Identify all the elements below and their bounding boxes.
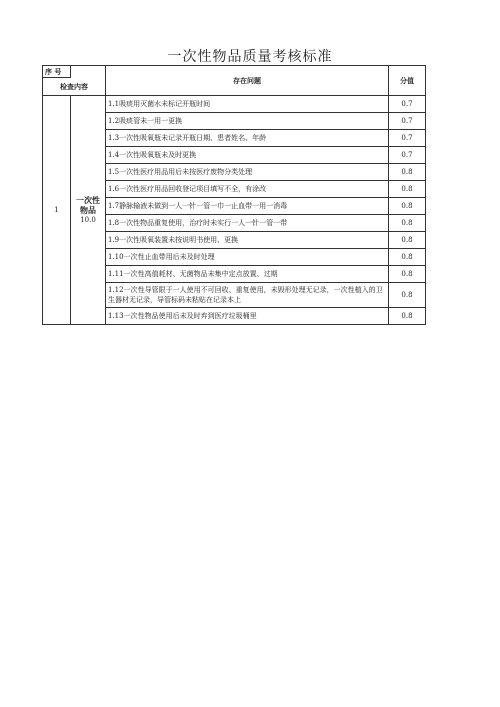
issue-text: 1.5一次性医疗用品用后未按医疗废物分类处理	[106, 164, 389, 181]
header-corner-label: 序 号	[45, 67, 62, 76]
issue-text: 1.4一次性吸氧瓶未及时更换	[106, 147, 389, 164]
header-problem	[106, 66, 389, 96]
issue-score: 0.8	[389, 181, 426, 198]
issue-score: 0.7	[389, 130, 426, 147]
issue-text: 1.2吸痰管未一用一更换	[106, 113, 389, 130]
category-index: 1	[43, 96, 71, 325]
issue-text: 1.1吸痰用灭菌水未标记开瓶时间	[106, 96, 389, 113]
issue-score: 0.7	[389, 147, 426, 164]
issue-text: 1.3一次性吸氧瓶未记录开瓶日期、患者姓名、年龄	[106, 130, 389, 147]
issue-text: 1.6一次性医疗用品回收登记项目填写不全，有涂改	[106, 181, 389, 198]
header-score-label: 分值	[400, 76, 414, 85]
issue-score: 0.8	[389, 249, 426, 266]
header-problem-label: 存在问题	[233, 76, 261, 85]
header-score	[389, 66, 426, 96]
header-corner	[43, 66, 71, 78]
issue-score: 0.8	[389, 215, 426, 232]
table-body	[43, 96, 426, 325]
header-content	[43, 78, 106, 96]
issue-score: 0.7	[389, 96, 426, 113]
issue-text: 1.8一次性物品重复使用，治疗时未实行一人一针一管一带	[106, 215, 389, 232]
issue-text: 1.12一次性导管限于一人使用不可回收、重复使用，未毁形处理无记录，一次性植入的卫生器材无记录，导管标码未粘贴在记录本上	[106, 283, 389, 308]
page-title: 一次性物品质量考核标准	[167, 49, 333, 65]
issue-score: 0.8	[389, 283, 426, 308]
category-total-score: 10.0	[80, 216, 96, 224]
issue-score: 0.8	[389, 198, 426, 215]
issue-text: 1.11一次性高值耗材、无菌物品未集中定点放置、过期	[106, 266, 389, 283]
header-content-top	[71, 66, 106, 78]
header-content-label: 检查内容	[60, 82, 88, 91]
category-cell	[71, 96, 106, 325]
issue-text: 1.7静脉输液未做到一人一针一管一巾一止血带一用一消毒	[106, 198, 389, 215]
category-name: 一次性物品	[76, 196, 100, 215]
issue-score: 0.8	[389, 232, 426, 249]
issue-text: 1.10一次性止血带用后未及时处理	[106, 249, 389, 266]
issue-text: 1.9一次性吸氧装置未按说明书使用、更换	[106, 232, 389, 249]
issue-score: 0.8	[389, 164, 426, 181]
table-row	[43, 96, 426, 113]
issue-score: 0.7	[389, 113, 426, 130]
issue-score: 0.8	[389, 266, 426, 283]
issue-text: 1.13一次性物品使用后未及时弃到医疗垃圾桶里	[106, 308, 389, 325]
issue-score: 0.8	[389, 308, 426, 325]
quality-standard-table	[42, 65, 426, 325]
table-header-row	[43, 66, 426, 78]
